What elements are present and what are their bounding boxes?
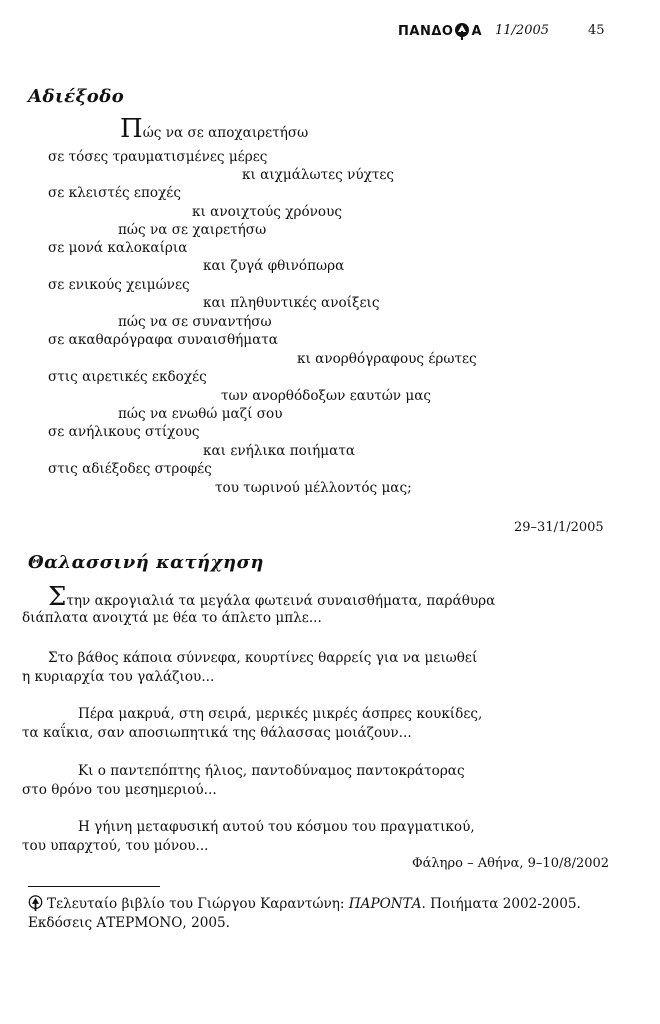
poem-line: και ζυγά φθινόπωρα (203, 258, 345, 274)
prose-line (48, 582, 496, 612)
poem-line: του τωρινού μέλλοντός μας; (215, 480, 412, 496)
poem-line: κι ανοιχτούς χρόνους (192, 204, 342, 220)
page-number: 45 (588, 23, 605, 38)
magazine-logo (398, 22, 482, 40)
tree-o-icon (28, 895, 43, 911)
footnote-text: . Ποιήματα 2002-2005. (421, 896, 581, 912)
logo-text-left: ΠΑΝΔΟ (398, 23, 454, 39)
place-date: Φάληρο – Αθήνα, 9–10/8/2002 (412, 856, 610, 871)
poem-line-text: ώς να σε αποχαιρετήσω (142, 125, 309, 141)
poem-line: πώς να σε συναντήσω (118, 314, 272, 330)
prose-line: του υπαρχτού, του μόνου... (22, 838, 209, 854)
prose-line: Πέρα μακρυά, στη σειρά, μερικές μικρές άσπρες κουκίδες, (78, 706, 483, 722)
footnote-divider (28, 886, 160, 887)
poem-line: στις αδιέξοδες στροφές (48, 461, 212, 477)
poem-line: σε κλειστές εποχές (48, 185, 181, 201)
footnote-publisher: Εκδόσεις ΑΤΕΡΜΟΝΟ, 2005. (28, 915, 230, 931)
poem-line: σε μονά καλοκαίρια (48, 240, 188, 256)
prose-line: Κι ο παντεπόπτης ήλιος, παντοδύναμος παντοκράτορας (78, 763, 465, 779)
prose-line: η κυριαρχία του γαλάζιου... (22, 669, 215, 685)
poem-line: σε ανήλικους στίχους (48, 424, 200, 440)
poem-line: και πληθυντικές ανοίξεις (203, 295, 380, 311)
poem-line: στις αιρετικές εκδοχές (48, 369, 207, 385)
poem-line: σε ενικούς χειμώνες (48, 277, 190, 293)
footnote-text: Τελευταίο βιβλίο του Γιώργου Καραντώνη: (47, 896, 349, 912)
poem-line: των ανορθόδοξων εαυτών μας (221, 388, 432, 404)
prose-line: Στο βάθος κάποια σύννεφα, κουρτίνες θαρρείς για να μειωθεί (48, 650, 478, 666)
poem-line: κι ανορθόγραφους έρωτες (297, 351, 477, 367)
running-header (0, 22, 660, 46)
prose-line: τα καΐκια, σαν αποσιωπητικά της θάλασσας μοιάζουν... (22, 725, 412, 741)
poem-date: 29–31/1/2005 (514, 520, 604, 535)
poem-title: Θαλασσινή κατήχηση (28, 552, 264, 573)
prose-line-text: την ακρογιαλιά τα μεγάλα φωτεινά συναισθήματα, παράθυρα (66, 593, 496, 609)
poem-title: Αδιέξοδο (28, 86, 125, 107)
issue-date: 11/2005 (495, 23, 550, 38)
prose-line: διάπλατα ανοιχτά με θέα το άπλετο μπλε... (22, 610, 322, 626)
footnote (28, 895, 581, 933)
drop-cap: Σ (48, 582, 67, 612)
prose-line: Η γήινη μεταφυσική αυτού του κόσμου του πραγματικού, (78, 819, 475, 835)
prose-line: στο θρόνο του μεσημεριού... (22, 782, 217, 798)
poem-line: πώς να ενωθώ μαζί σου (118, 406, 283, 422)
tree-o-icon (454, 22, 470, 40)
poem-line: κι αιχμάλωτες νύχτες (242, 167, 395, 183)
poem-line: σε ακαθαρόγραφα συναισθήματα (48, 332, 278, 348)
logo-text-right: Α (471, 23, 482, 39)
poem-line (120, 114, 309, 144)
drop-cap: Π (120, 114, 143, 144)
poem-line: σε τόσες τραυματισμένες μέρες (48, 149, 268, 165)
poem-line: και ενήλικα ποιήματα (203, 443, 356, 459)
poem-line: πώς να σε χαιρετήσω (118, 222, 267, 238)
book-title: ΠΑΡΟΝΤΑ (348, 896, 422, 912)
